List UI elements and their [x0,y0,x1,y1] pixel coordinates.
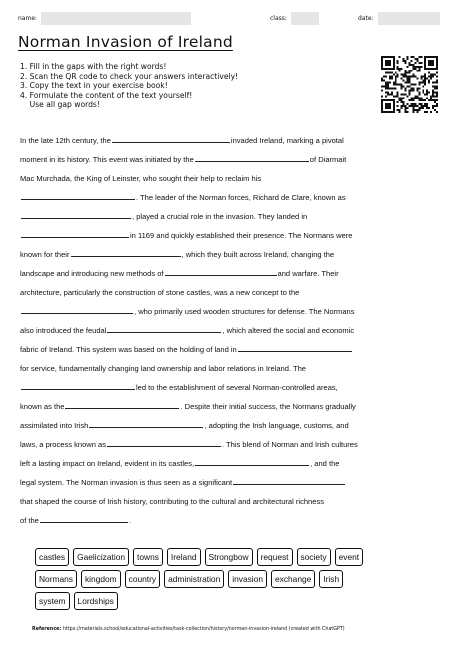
gap-blank[interactable] [195,457,309,466]
text-segment: that shaped the course of Irish history, contributing to the cultural and architectural richness [20,497,324,506]
text-line [20,473,440,492]
text-line [20,492,440,511]
instructions-list [20,62,238,110]
gap-blank[interactable] [21,229,129,238]
text-segment: , who primarily used wooden structures for defense. The Normans [134,307,355,316]
name-input[interactable] [41,12,191,25]
word-chip[interactable]: request [257,548,293,566]
text-line [20,169,440,188]
qr-code-icon[interactable] [381,56,438,113]
word-chip[interactable]: country [125,570,160,588]
text-segment: , played a crucial role in the invasion. They landed in [132,212,308,221]
word-chip[interactable]: Gaelicization [73,548,129,566]
text-segment: , which altered the social and economic [222,326,355,335]
word-chip[interactable]: castles [35,548,69,566]
gap-blank[interactable] [165,267,277,276]
text-segment: . This blend of Norman and Irish cultures [222,440,358,449]
text-segment: also introduced the feudal [20,326,107,335]
text-line [20,359,440,378]
word-bank-row [35,570,430,588]
text-segment: . [128,516,131,525]
page-title: Norman Invasion of Ireland [18,33,233,51]
word-chip[interactable]: Lordships [74,592,118,610]
word-chip[interactable]: administration [164,570,224,588]
text-segment: known for their [20,250,70,259]
text-segment: , adopting the Irish language, customs, and [204,421,349,430]
word-bank-row [35,548,430,566]
gap-blank[interactable] [233,476,345,485]
text-line [20,131,440,150]
word-chip[interactable]: Irish [319,570,343,588]
word-chip[interactable]: kingdom [81,570,121,588]
gap-blank[interactable] [89,419,203,428]
word-chip[interactable]: Normans [35,570,77,588]
text-line [20,378,440,397]
text-segment: Mac Murchada, the King of Leinster, who sought their help to reclaim his [20,174,262,183]
text-segment: invaded Ireland, marking a pivotal [230,136,344,145]
reference-text: https://materials.school/educational-activities/task-collection/history/norman-invasion-ireland (created with ChatGPT) [61,627,345,632]
instruction-item: 4. Formulate the content of the text yourself! [20,90,193,100]
reference-label: Reference: [32,627,62,632]
text-segment: moment in its history. This event was initiated by the [20,155,194,164]
word-chip[interactable]: exchange [271,570,315,588]
class-field [270,10,319,26]
text-line [20,150,440,169]
name-field [18,10,191,26]
text-line [20,340,440,359]
word-chip[interactable]: event [335,548,364,566]
gap-blank[interactable] [107,324,221,333]
text-line [20,245,440,264]
text-line [20,397,440,416]
text-segment: legal system. The Norman invasion is thus seen as a significant [20,478,233,487]
text-segment: and warfare. Their [277,269,339,278]
text-line [20,207,440,226]
gap-blank[interactable] [195,153,309,162]
text-line [20,321,440,340]
date-label: date: [358,14,374,22]
name-label: name: [18,14,38,22]
text-line [20,454,440,473]
date-field [358,10,440,26]
text-line [20,264,440,283]
text-segment: In the late 12th century, the [20,136,111,145]
reference-line [32,627,345,632]
gap-blank[interactable] [238,343,352,352]
text-segment: , which they built across Ireland, changing the [181,250,335,259]
gap-blank[interactable] [21,191,135,200]
text-segment: fabric of Ireland. This system was based on the holding of land in [20,345,237,354]
gap-blank[interactable] [71,248,181,257]
gap-blank[interactable] [40,514,128,523]
text-line [20,416,440,435]
text-line [20,511,440,530]
text-segment: left a lasting impact on Ireland, evident in its castles, [20,459,195,468]
instruction-item: 2. Scan the QR code to check your answers interactively! [20,71,239,81]
instruction-item: 3. Copy the text in your exercise book! [20,81,168,91]
header-row [18,10,442,26]
date-input[interactable] [378,12,440,25]
word-chip[interactable]: invasion [228,570,267,588]
instruction-item: 1. Fill in the gaps with the right words! [20,62,167,71]
text-line [20,302,440,321]
gap-blank[interactable] [65,400,179,409]
gap-blank[interactable] [21,210,131,219]
word-chip[interactable]: system [35,592,70,610]
class-label: class: [270,14,287,22]
text-line [20,435,440,454]
text-segment: . The leader of the Norman forces, Richard de Clare, known as [136,193,346,202]
text-segment: landscape and introducing new methods of [20,269,164,278]
word-chip[interactable]: society [297,548,331,566]
text-segment: architecture, particularly the construction of stone castles, was a new concept to the [20,288,300,297]
word-bank-row [35,592,430,610]
instruction-item: Use all gap words! [20,100,100,110]
gap-blank[interactable] [107,438,221,447]
gap-blank[interactable] [21,381,135,390]
word-chip[interactable]: Ireland [167,548,201,566]
word-chip[interactable]: towns [133,548,163,566]
text-segment: of Diarmait [309,155,347,164]
text-segment: led to the establishment of several Norman-controlled areas, [136,383,338,392]
text-segment: in 1169 and quickly established their presence. The Normans were [130,231,353,240]
text-segment: assimilated into Irish [20,421,89,430]
text-segment: known as the [20,402,65,411]
class-input[interactable] [291,12,319,25]
text-segment: , and the [310,459,340,468]
text-segment: laws, a process known as [20,440,106,449]
text-segment: for service, fundamentally changing land ownership and labor relations in Ireland. The [20,364,306,373]
text-line [20,226,440,245]
text-line [20,188,440,207]
text-line [20,283,440,302]
gap-blank[interactable] [21,305,133,314]
text-segment: of the [20,516,39,525]
gap-blank[interactable] [112,134,230,143]
gap-fill-text [20,131,440,530]
word-bank [35,548,430,614]
word-chip[interactable]: Strongbow [205,548,253,566]
text-segment: . Despite their initial success, the Normans gradually [180,402,356,411]
